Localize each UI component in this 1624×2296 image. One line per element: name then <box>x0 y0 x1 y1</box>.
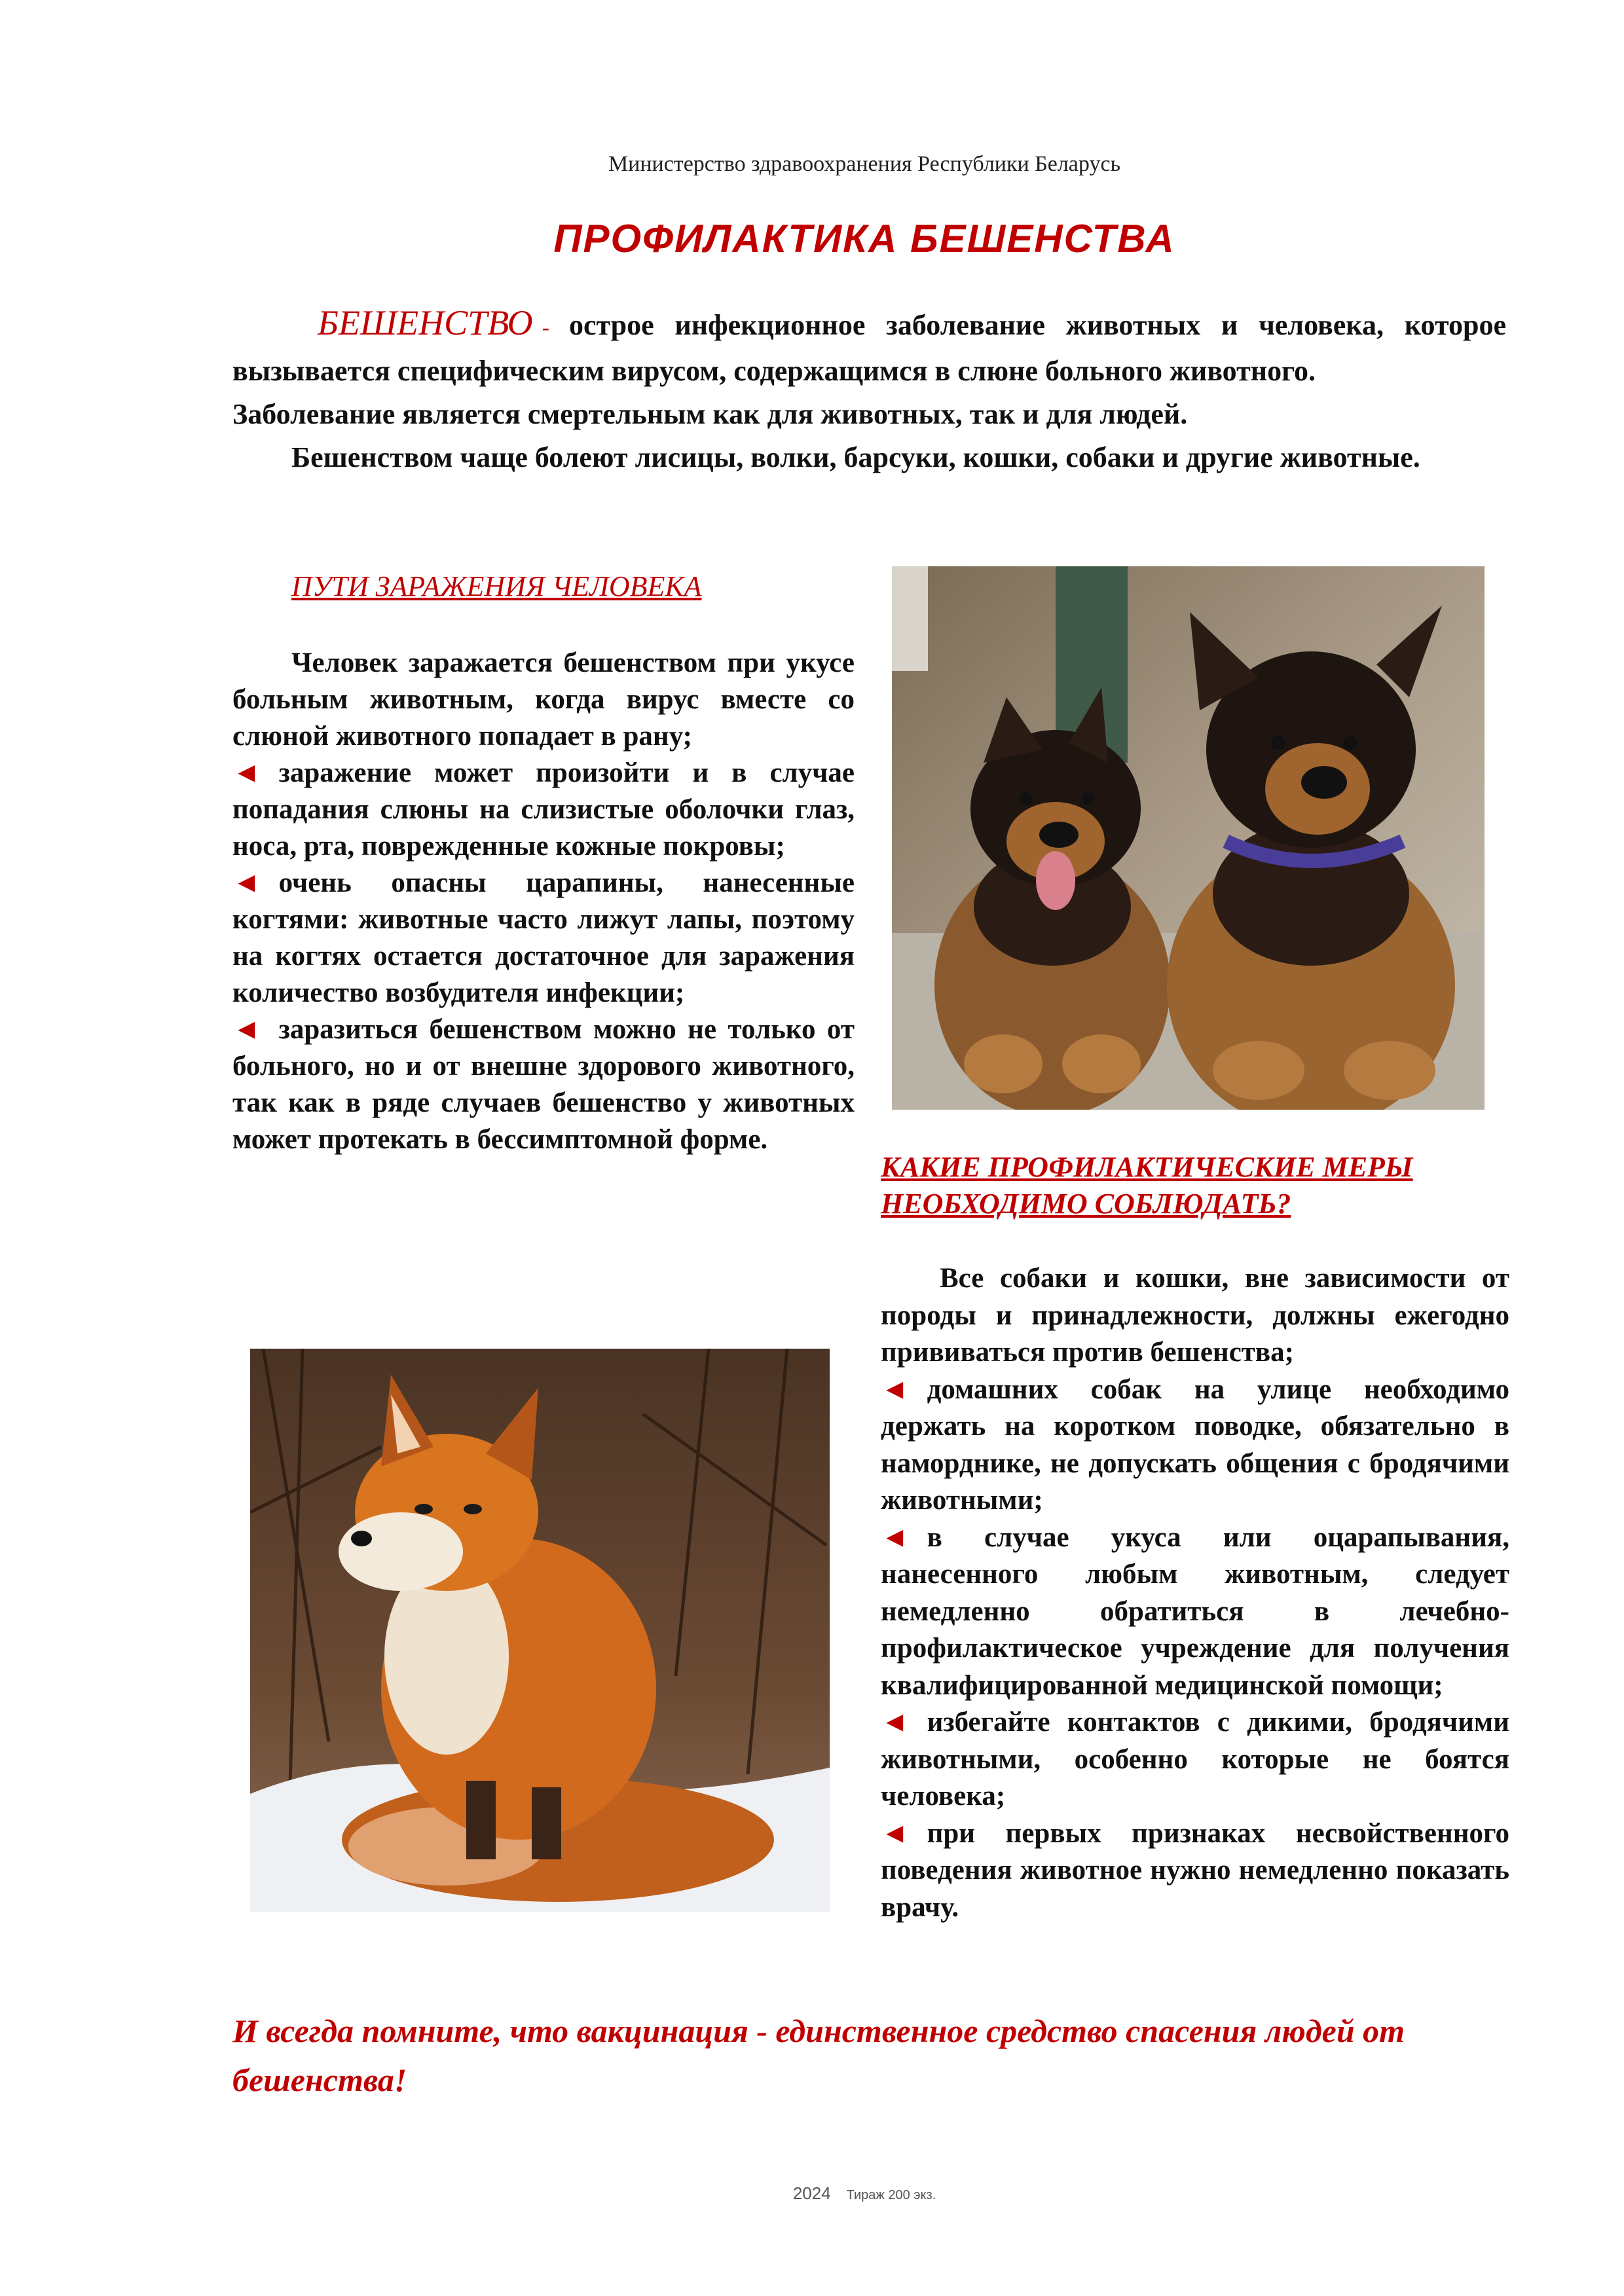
prevention-bullet-item: ◄ в случае укуса или оцарапывания, нанесенного любым животным, следует немедленно обратиться в лечебно-профилактическое учреждение для получения квалифицированной медицинской помощи; <box>881 1522 1509 1701</box>
definition-text: острое инфекционное заболевание животных и человека, которое вызывается специфическим вирусом, содержащимся в слюне больного животного. <box>232 309 1506 387</box>
fox-photo <box>250 1349 830 1912</box>
bullet-marker: ◄ <box>232 1014 261 1045</box>
page-title: ПРОФИЛАКТИКА БЕШЕНСТВА <box>553 217 1175 261</box>
prevention-bullet-item: ◄ домашних собак на улице необходимо держать на коротком поводке, обязательно в наморднике, не допускать общения с бродячими животными; <box>881 1374 1509 1516</box>
infection-bullet-item: ◄ заражение может произойти и в случае попадания слюны на слизистые оболочки глаз, носа, рта, поврежденные кожные покровы; <box>232 757 855 862</box>
infection-bullet-item: ◄ заразиться бешенством можно не только от больного, но и от внешне здорового животного, так как в ряде случаев бешенство у животных может протекать в бессимптомной форме. <box>232 1014 855 1155</box>
prevention-paragraph: Все собаки и кошки, вне зависимости от породы и принадлежности, должны ежегодно прививаться против бешенства; <box>881 1263 1509 1368</box>
bullet-marker: ◄ <box>232 867 261 898</box>
prevention-bullet-item: ◄ при первых признаках несвойственного поведения животное нужно немедленно показать врачу. <box>881 1817 1509 1923</box>
prevention-heading: КАКИЕ ПРОФИЛАКТИЧЕСКИЕ МЕРЫ НЕОБХОДИМО СОБЛЮДАТЬ? <box>881 1151 1413 1220</box>
term-rabies: БЕШЕНСТВО <box>318 303 533 342</box>
deadly-statement: Заболевание является смертельным как для животных, так и для людей. <box>232 398 1188 430</box>
bullet-marker: ◄ <box>881 1374 909 1405</box>
infection-paragraph: Человек заражается бешенством при укусе больным животным, когда вирус вместе со слюной животного попадает в рану; <box>232 647 855 752</box>
prevention-bullet-item: ◄ избегайте контактов с дикими, бродячими животными, особенно которые не боятся человека; <box>881 1707 1509 1812</box>
bullet-marker: ◄ <box>881 1707 909 1738</box>
closing-statement: И всегда помните, что вакцинация - единственное средство спасения людей от бешенства! <box>232 2013 1405 2098</box>
term-dash: - <box>542 316 549 340</box>
ministry-header: Министерство здравоохранения Республики Беларусь <box>608 152 1121 176</box>
footer-print-run: Тираж 200 экз. <box>846 2188 936 2202</box>
prevention-text <box>881 1260 1509 1926</box>
footer <box>0 2183 1624 2204</box>
puppies-photo <box>892 566 1485 1110</box>
intro-section <box>232 301 1506 479</box>
bullet-marker: ◄ <box>881 1817 909 1849</box>
footer-year: 2024 <box>792 2183 831 2203</box>
carriers-statement: Бешенством чаще болеют лисицы, волки, барсуки, кошки, собаки и другие животные. <box>291 441 1420 473</box>
infection-text <box>232 645 855 1158</box>
bullet-marker: ◄ <box>232 757 261 788</box>
infection-heading: ПУТИ ЗАРАЖЕНИЯ ЧЕЛОВЕКА <box>291 570 702 602</box>
infection-bullet-item: ◄ очень опасны царапины, нанесенные когтями: животные часто лижут лапы, поэтому на когтях остается достаточное для заражения количество возбудителя инфекции; <box>232 867 855 1008</box>
bullet-marker: ◄ <box>881 1522 909 1553</box>
